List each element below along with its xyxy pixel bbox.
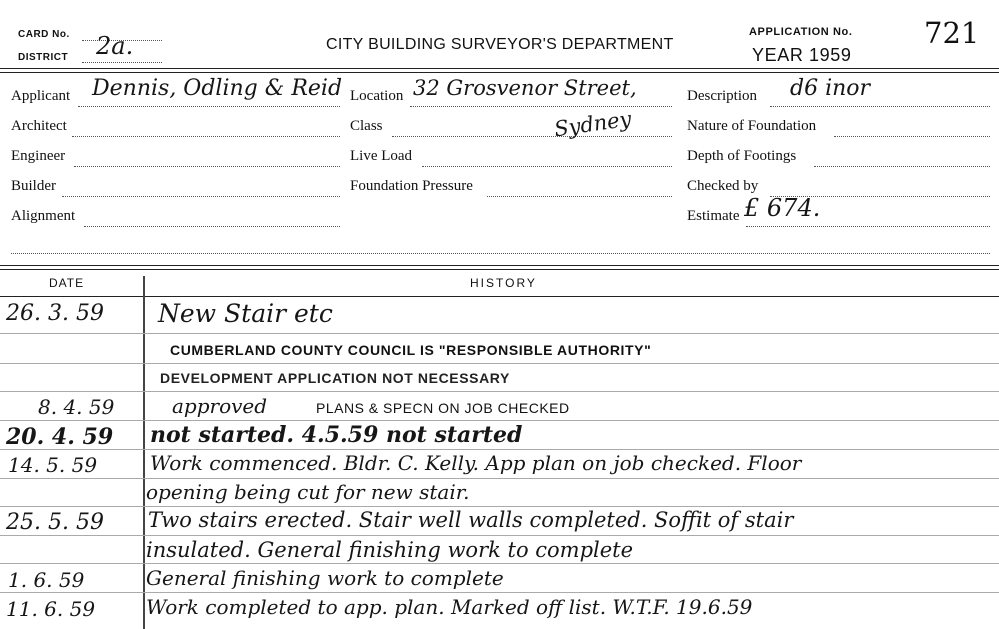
location-value-1: 32 Grosvenor Street, — [413, 76, 637, 100]
section-rule-2 — [0, 269, 999, 270]
history-text: Work completed to app. plan. Marked off list. W.T.F. 19.6.59 — [146, 595, 753, 619]
engineer-label: Engineer — [11, 148, 66, 164]
card-no-label: CARD No. — [18, 29, 70, 40]
date-column-header: DATE — [49, 276, 85, 290]
description-line — [770, 106, 990, 107]
history-text: Work commenced. Bldr. C. Kelly. App plan on job checked. Floor — [150, 451, 802, 475]
class-label: Class — [350, 118, 383, 134]
architect-line — [72, 136, 340, 137]
history-date: 14. 5. 59 — [8, 453, 98, 477]
history-date: 8. 4. 59 — [38, 395, 115, 419]
history-text: Two stairs erected. Stair well walls completed. Soffit of stair — [148, 508, 794, 532]
history-text: opening being cut for new stair. — [146, 480, 470, 504]
row-rule-8 — [0, 535, 999, 536]
description-value: d6 inor — [790, 76, 871, 101]
row-rule-1 — [0, 333, 999, 334]
nature-of-foundation-label: Nature of Foundation — [687, 118, 817, 134]
live-load-label: Live Load — [350, 148, 413, 164]
history-text: New Stair etc — [158, 299, 333, 328]
history-text: not started. 4.5.59 not started — [150, 422, 523, 448]
estimate-value: £ 674. — [744, 194, 821, 222]
header-rule-2 — [0, 72, 999, 73]
row-rule-2 — [0, 363, 999, 364]
row-rule-7 — [0, 506, 999, 507]
description-label: Description — [687, 88, 757, 104]
depth-line — [814, 166, 990, 167]
location-label: Location — [350, 88, 404, 104]
alignment-label: Alignment — [11, 208, 76, 224]
estimate-line — [746, 226, 990, 227]
row-rule-3 — [0, 391, 999, 392]
live-load-line — [422, 166, 672, 167]
estimate-label: Estimate — [687, 208, 740, 224]
row-rule-10 — [0, 592, 999, 593]
applicant-value: Dennis, Odling & Reid — [92, 76, 343, 101]
row-rule-6 — [0, 478, 999, 479]
year-label: YEAR 1959 — [752, 45, 852, 65]
alignment-line — [84, 226, 340, 227]
history-text-typed: PLANS & SPECN ON JOB CHECKED — [316, 400, 570, 416]
builder-line — [62, 196, 340, 197]
depth-of-footings-label: Depth of Footings — [687, 148, 797, 164]
foundation-pressure-line — [487, 196, 672, 197]
header-rule-1 — [0, 68, 999, 69]
foundation-pressure-label: Foundation Pressure — [350, 178, 473, 194]
history-stamp: DEVELOPMENT APPLICATION NOT NECESSARY — [160, 370, 510, 386]
application-no-label: APPLICATION No. — [749, 26, 853, 38]
history-date: 11. 6. 59 — [6, 597, 96, 621]
history-date: 25. 5. 59 — [6, 510, 104, 535]
history-text: approved — [172, 394, 268, 418]
history-text: insulated. General finishing work to complete — [146, 538, 634, 562]
history-stamp: CUMBERLAND COUNTY COUNCIL IS "RESPONSIBLE AUTHORITY" — [170, 342, 652, 358]
class-line — [392, 136, 672, 137]
builder-label: Builder — [11, 178, 56, 194]
history-column-header: HISTORY — [470, 276, 537, 290]
history-text: General finishing work to complete — [146, 566, 504, 590]
date-column-divider — [143, 276, 145, 629]
nature-line — [834, 136, 990, 137]
history-date: 1. 6. 59 — [8, 568, 85, 592]
district-label: DISTRICT — [18, 52, 69, 63]
section-rule-1 — [0, 265, 999, 266]
extra-line — [11, 253, 990, 254]
row-rule-4 — [0, 420, 999, 421]
applicant-label: Applicant — [11, 88, 71, 104]
history-date: 26. 3. 59 — [6, 301, 104, 326]
column-header-rule — [0, 296, 999, 297]
district-value: 2a. — [96, 32, 134, 60]
row-rule-9 — [0, 563, 999, 564]
district-line — [82, 62, 162, 63]
architect-label: Architect — [11, 118, 67, 134]
location-value-2: Sydney — [552, 106, 633, 142]
checked-by-label: Checked by — [687, 178, 759, 194]
department-title: CITY BUILDING SURVEYOR'S DEPARTMENT — [326, 36, 674, 53]
application-number: 721 — [924, 16, 980, 50]
history-date: 20. 4. 59 — [6, 424, 114, 450]
engineer-line — [74, 166, 340, 167]
location-line — [410, 106, 672, 107]
applicant-line — [78, 106, 340, 107]
row-rule-5 — [0, 449, 999, 450]
